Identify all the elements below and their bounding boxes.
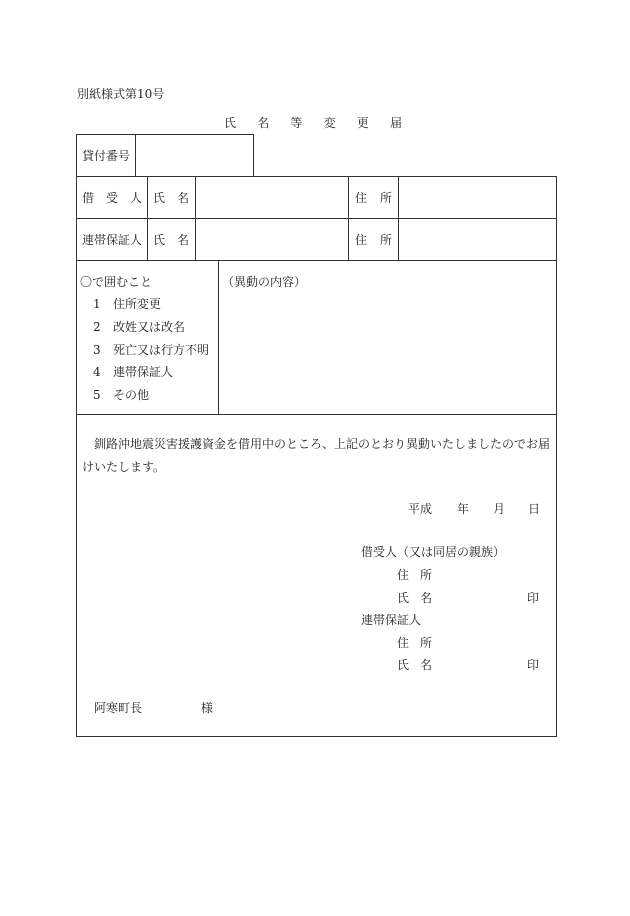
label-char: 住 xyxy=(355,233,368,247)
borrower-signature-name-label xyxy=(397,592,432,604)
guarantor-name-field[interactable] xyxy=(198,221,346,258)
options-divider xyxy=(218,260,219,414)
title-char: 等 xyxy=(290,116,303,130)
option-item-5[interactable] xyxy=(93,389,149,401)
statement-line-2: けいたします。 xyxy=(82,460,166,474)
label-char: 氏 xyxy=(153,233,166,247)
borrower-address-field[interactable] xyxy=(401,179,554,216)
title-char: 氏 xyxy=(224,116,237,130)
option-item-2[interactable] xyxy=(93,321,185,333)
frame-options-bottom xyxy=(76,414,557,415)
option-item-1[interactable] xyxy=(93,298,161,310)
option-number: 4 xyxy=(93,365,101,379)
frame-row3-top xyxy=(76,260,557,261)
guarantor-seal-mark: 印 xyxy=(527,658,540,672)
borrower-signature-address-label xyxy=(397,569,432,581)
loan-box-divider xyxy=(135,134,136,177)
guarantor-address-field[interactable] xyxy=(401,221,554,258)
guarantor-label: 連帯保証人 xyxy=(82,233,143,247)
col-divider-3 xyxy=(348,176,349,260)
label-char: 所 xyxy=(379,233,392,247)
guarantor-signature-heading: 連帯保証人 xyxy=(361,613,422,627)
loan-number-label: 貸付番号 xyxy=(82,149,131,163)
title-char: 更 xyxy=(356,116,369,130)
date-month: 月 xyxy=(493,502,506,516)
guarantor-signature-name-label xyxy=(397,659,432,671)
label-char: 名 xyxy=(419,591,432,605)
label-char: 氏 xyxy=(153,191,166,205)
guarantor-signature-address-label xyxy=(397,637,432,649)
date-day: 日 xyxy=(528,502,541,516)
loan-box-top-border xyxy=(76,134,254,135)
label-char: 住 xyxy=(397,636,410,650)
form-title xyxy=(224,117,402,129)
statement-line-1: 釧路沖地震災害援護資金を借用中のところ、上記のとおり異動いたしましたのでお届 xyxy=(94,437,551,451)
option-label: その他 xyxy=(113,388,150,402)
label-char: 氏 xyxy=(397,658,410,672)
option-item-4[interactable] xyxy=(93,366,173,378)
label-char: 住 xyxy=(355,191,368,205)
form-number: 別紙様式第10号 xyxy=(77,87,165,101)
option-number: 5 xyxy=(93,388,101,402)
guarantor-name-label xyxy=(153,234,189,246)
label-char: 名 xyxy=(176,233,189,247)
label-char: 借 xyxy=(82,191,95,205)
col-divider-4 xyxy=(398,176,399,260)
details-heading: （異動の内容） xyxy=(222,275,307,289)
frame-bottom-border xyxy=(76,736,557,737)
option-item-3[interactable] xyxy=(93,344,209,356)
frame-row1-top xyxy=(76,176,557,177)
loan-number-field[interactable] xyxy=(138,136,251,175)
guarantor-address-label xyxy=(355,234,392,246)
label-char: 受 xyxy=(105,191,118,205)
option-label: 連帯保証人 xyxy=(113,365,174,379)
borrower-name-field[interactable] xyxy=(198,179,346,216)
option-label: 住所変更 xyxy=(113,297,162,311)
addressee-honorific: 様 xyxy=(201,701,214,715)
title-char: 名 xyxy=(257,116,270,130)
col-divider-1 xyxy=(147,176,148,260)
borrower-label xyxy=(82,192,142,204)
frame-row2-top xyxy=(76,218,557,219)
title-char: 届 xyxy=(389,116,402,130)
date-era: 平成 xyxy=(408,502,433,516)
frame-left-border xyxy=(76,134,77,736)
option-label: 死亡又は行方不明 xyxy=(113,343,210,357)
borrower-seal-mark: 印 xyxy=(527,591,540,605)
label-char: 住 xyxy=(397,568,410,582)
addressee-name: 阿寒町長 xyxy=(94,701,143,715)
label-char: 名 xyxy=(419,658,432,672)
label-char: 所 xyxy=(419,568,432,582)
option-number: 3 xyxy=(93,343,101,357)
date-year: 年 xyxy=(457,502,470,516)
borrower-name-label xyxy=(153,192,189,204)
option-number: 1 xyxy=(93,297,101,311)
title-char: 変 xyxy=(323,116,336,130)
option-label: 改姓又は改名 xyxy=(113,320,186,334)
label-char: 氏 xyxy=(397,591,410,605)
loan-box-right-border xyxy=(253,134,254,177)
label-char: 名 xyxy=(176,191,189,205)
label-char: 人 xyxy=(129,191,142,205)
label-char: 所 xyxy=(419,636,432,650)
label-char: 所 xyxy=(379,191,392,205)
option-number: 2 xyxy=(93,320,101,334)
options-heading: 〇で囲むこと xyxy=(80,275,153,289)
details-field[interactable] xyxy=(222,294,552,410)
borrower-address-label xyxy=(355,192,392,204)
borrower-signature-heading: 借受人（又は同居の親族） xyxy=(361,545,506,559)
col-divider-2 xyxy=(195,176,196,260)
